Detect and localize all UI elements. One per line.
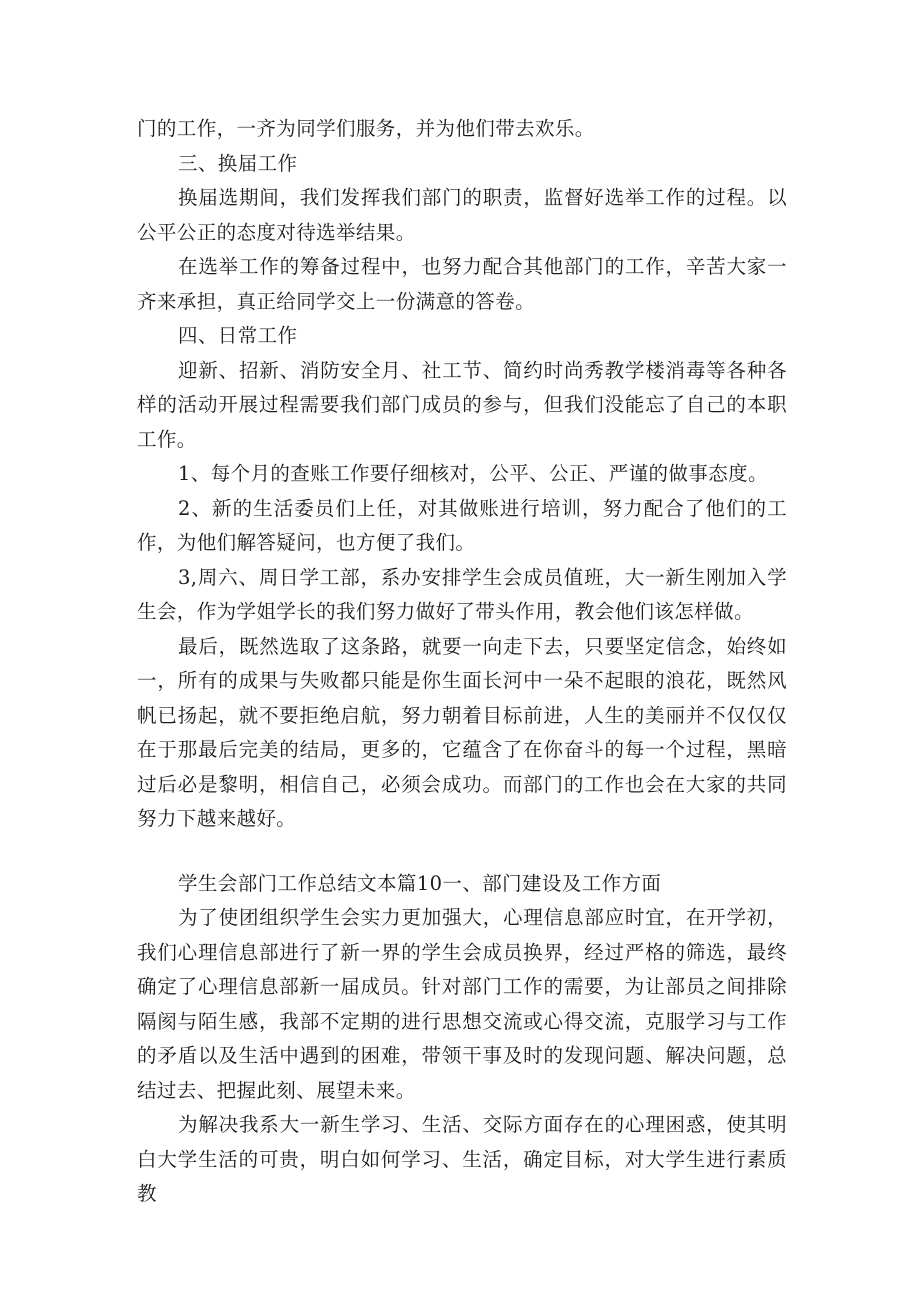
document-body (137, 112, 787, 1212)
list-item-3: 3,周六、周日学工部，系办安排学生会成员值班，大一新生刚加入学生会，作为学姐学长的我们努力做好了带头作用，教会他们该怎样做。 (137, 565, 787, 623)
paragraph: 为了使团组织学生会实力更加强大，心理信息部应时宜，在开学初，我们心理信息部进行了新一界的学生会成员换界，经过严格的筛选，最终确定了心理信息部新一届成员。针对部门工作的需要，为让部员之间排除隔阂与陌生感，我部不定期的进行思想交流或心得交流，克服学习与工作的矛盾以及生活中遇到的困难，带领干事及时的发现问题、解决问题，总结过去、把握此刻、展望未来。 (137, 906, 787, 1102)
paragraph: 为解决我系大一新生学习、生活、交际方面存在的心理困惑，使其明白大学生活的可贵，明白如何学习、生活，确定目标，对大学生进行素质教 (137, 1113, 787, 1205)
section-heading-3: 三、换届工作 (178, 151, 298, 175)
article-title: 学生会部门工作总结文本篇10一、部门建设及工作方面 (178, 871, 662, 895)
list-item-2: 2、新的生活委员们上任，对其做账进行培训，努力配合了他们的工作，为他们解答疑问，也方便了我们。 (137, 496, 787, 554)
paragraph: 在选举工作的筹备过程中，也努力配合其他部门的工作，辛苦大家一齐来承担，真正给同学交上一份满意的答卷。 (137, 255, 787, 313)
section-heading-4: 四、日常工作 (178, 324, 298, 347)
paragraph: 迎新、招新、消防安全月、社工节、简约时尚秀教学楼消毒等各种各样的活动开展过程需要我们部门成员的参与，但我们没能忘了自己的本职工作。 (137, 358, 787, 451)
paragraph-conclusion: 最后，既然选取了这条路，就要一向走下去，只要坚定信念，始终如一，所有的成果与失败都只能是你生面长河中一朵不起眼的浪花，既然风帆已扬起，就不要拒绝启航，努力朝着目标前进，人生的美丽并不仅仅仅在于那最后完美的结局，更多的，它蕴含了在你奋斗的每一个过程，黑暗过后必是黎明，相信自己，必须会成功。而部门的工作也会在大家的共同努力下越来越好。 (137, 634, 787, 830)
list-item-1: 1、每个月的查账工作要仔细核对，公平、公正、严谨的做事态度。 (178, 462, 768, 485)
paragraph-continuation: 门的工作，一齐为同学们服务，并为他们带去欢乐。 (137, 117, 595, 140)
paragraph: 换届选期间，我们发挥我们部门的职责，监督好选举工作的过程。以公平公正的态度对待选举结果。 (137, 186, 787, 244)
